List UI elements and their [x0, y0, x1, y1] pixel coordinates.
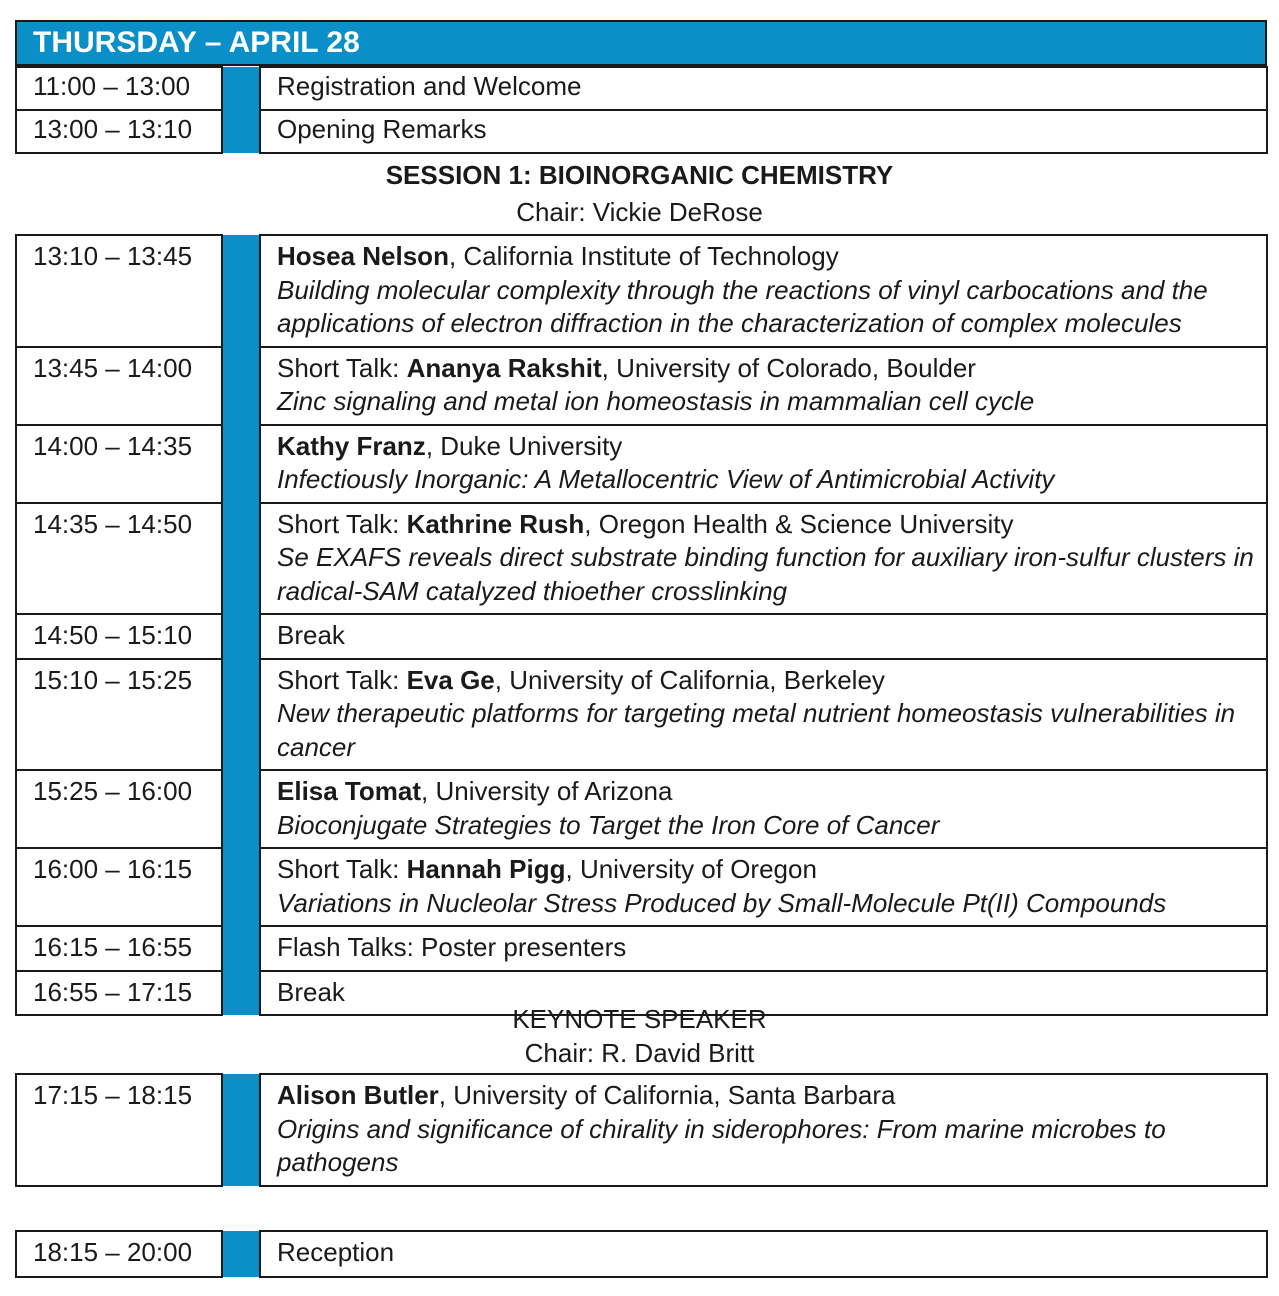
accent-bar	[222, 235, 260, 347]
speaker-name: Kathrine Rush	[406, 508, 585, 539]
talk-cell	[260, 770, 1267, 848]
time-cell: 16:15 – 16:55	[16, 926, 222, 971]
table-row	[16, 425, 1267, 503]
table-row	[16, 67, 1267, 110]
talk-type: Short Talk:	[277, 352, 407, 383]
accent-bar	[222, 659, 260, 771]
table-row	[16, 926, 1267, 971]
table-row	[16, 1074, 1267, 1186]
session-chair: Chair: Vickie DeRose	[516, 197, 763, 227]
affiliation: , University of Colorado, Boulder	[601, 352, 976, 383]
affiliation: , Oregon Health & Science University	[584, 508, 1014, 539]
session-title: SESSION 1: BIOINORGANIC CHEMISTRY	[385, 160, 894, 190]
table-row	[16, 848, 1267, 926]
affiliation: , University of California, Santa Barbara	[438, 1080, 896, 1110]
speaker-name: Eva Ge	[406, 664, 495, 695]
accent-bar	[222, 347, 260, 425]
accent-bar	[222, 503, 260, 615]
talk-title: Building molecular complexity through the reactions of vinyl carbocations and the applications of electron diffraction in the characterization of complex molecules	[277, 274, 1208, 338]
accent-bar	[222, 110, 260, 153]
event-title: Registration and Welcome	[260, 67, 1267, 110]
talk-cell	[260, 1074, 1267, 1186]
accent-bar	[222, 1074, 260, 1186]
opening-table	[15, 66, 1268, 154]
accent-bar	[222, 926, 260, 971]
talk-title: Zinc signaling and metal ion homeostasis in mammalian cell cycle	[277, 386, 1035, 416]
time-cell: 13:45 – 14:00	[16, 347, 222, 425]
talk-type: Short Talk:	[277, 508, 407, 539]
talk-cell	[260, 503, 1267, 615]
table-row	[16, 1231, 1267, 1277]
speaker-name: Hannah Pigg	[406, 854, 566, 884]
affiliation: , Duke University	[425, 430, 623, 461]
reception-table	[15, 1230, 1268, 1278]
table-row	[16, 503, 1267, 615]
talk-cell	[260, 848, 1267, 926]
speaker-name: Kathy Franz	[277, 430, 426, 461]
accent-bar	[222, 848, 260, 926]
talk-title: Variations in Nucleolar Stress Produced by Small-Molecule Pt(II) Compounds	[277, 887, 1167, 918]
table-row	[16, 659, 1267, 771]
affiliation: , University of California, Berkeley	[494, 664, 885, 695]
talk-cell	[260, 659, 1267, 771]
talk-title: Origins and significance of chirality in siderophores: From marine microbes to pathogens	[277, 1113, 1166, 1177]
speaker-name: Elisa Tomat	[277, 776, 422, 806]
time-cell: 17:15 – 18:15	[16, 1074, 222, 1186]
session-table	[15, 234, 1268, 1016]
affiliation: , University of Oregon	[565, 854, 817, 884]
time-cell: 14:35 – 14:50	[16, 503, 222, 615]
table-row	[16, 770, 1267, 848]
time-cell: 15:25 – 16:00	[16, 770, 222, 848]
event-title: Reception	[260, 1231, 1267, 1277]
table-row	[16, 347, 1267, 425]
time-cell: 16:55 – 17:15	[16, 971, 222, 1016]
table-row	[16, 614, 1267, 659]
time-cell: 16:00 – 16:15	[16, 848, 222, 926]
event-title: Break	[260, 971, 1267, 1016]
accent-bar	[222, 614, 260, 659]
talk-title: New therapeutic platforms for targeting metal nutrient homeostasis vulnerabilities in cancer	[277, 698, 1236, 762]
time-cell: 15:10 – 15:25	[16, 659, 222, 771]
time-cell: 13:00 – 13:10	[16, 110, 222, 153]
talk-cell	[260, 235, 1267, 347]
event-title: Break	[260, 614, 1267, 659]
time-cell: 14:50 – 15:10	[16, 614, 222, 659]
time-cell: 13:10 – 13:45	[16, 235, 222, 347]
talk-type: Short Talk:	[277, 854, 407, 884]
day-header: THURSDAY – APRIL 28	[15, 20, 1267, 66]
time-cell: 11:00 – 13:00	[16, 67, 222, 110]
time-cell: 18:15 – 20:00	[16, 1231, 222, 1277]
affiliation: , University of Arizona	[421, 776, 673, 806]
talk-title: Bioconjugate Strategies to Target the Iron Core of Cancer	[277, 809, 940, 840]
table-row	[16, 110, 1267, 153]
talk-type: Short Talk:	[277, 664, 407, 695]
accent-bar	[222, 770, 260, 848]
affiliation: , California Institute of Technology	[448, 241, 839, 271]
accent-bar	[222, 67, 260, 110]
speaker-name: Hosea Nelson	[277, 241, 449, 271]
talk-cell	[260, 425, 1267, 503]
keynote-title: KEYNOTE SPEAKER	[512, 1004, 767, 1034]
event-title: Flash Talks: Poster presenters	[260, 926, 1267, 971]
keynote-chair: Chair: R. David Britt	[524, 1038, 755, 1068]
talk-title: Infectiously Inorganic: A Metallocentric View of Antimicrobial Activity	[277, 464, 1055, 494]
event-title: Opening Remarks	[260, 110, 1267, 153]
keynote-table	[15, 1073, 1268, 1187]
time-cell: 14:00 – 14:35	[16, 425, 222, 503]
speaker-name: Alison Butler	[277, 1080, 439, 1110]
speaker-name: Ananya Rakshit	[406, 352, 602, 383]
talk-cell	[260, 347, 1267, 425]
table-row	[16, 235, 1267, 347]
talk-title: Se EXAFS reveals direct substrate binding function for auxiliary iron-sulfur clusters in radical-SAM catalyzed thioether crosslinking	[277, 542, 1254, 606]
accent-bar	[222, 1231, 260, 1277]
accent-bar	[222, 425, 260, 503]
